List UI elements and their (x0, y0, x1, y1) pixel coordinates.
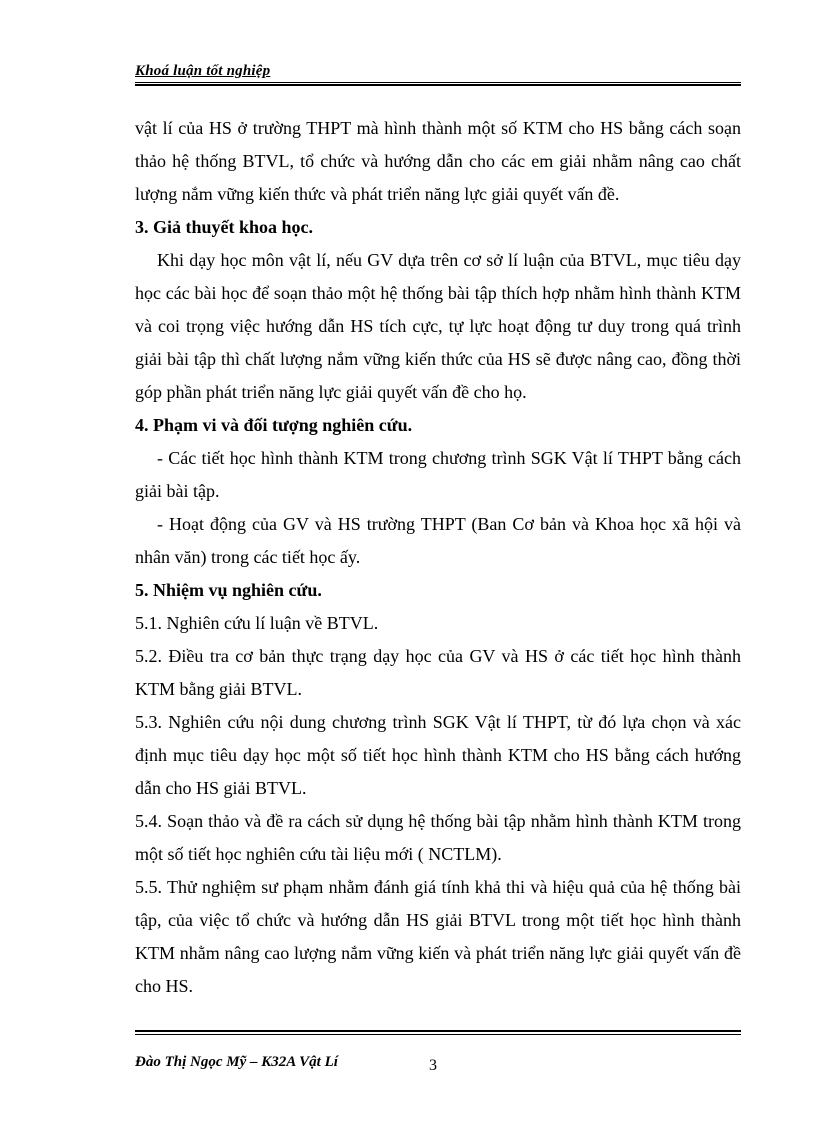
footer-rule (135, 1030, 741, 1035)
section-heading-tasks: 5. Nhiệm vụ nghiên cứu. (135, 580, 322, 600)
document-body (135, 112, 741, 1003)
paragraph-intro-continued: vật lí của HS ở trường THPT mà hình thành một số KTM cho HS bằng cách soạn thảo hệ thống BTVL, tổ chức và hướng dẫn cho các em giải nhằm nâng cao chất lượng nắm vững kiến thức và phát triển năng lực giải quyết vấn đề. (135, 118, 741, 204)
task-item-5-5: 5.5. Thử nghiệm sư phạm nhằm đánh giá tính khả thi và hiệu quả của hệ thống bài tập, của việc tổ chức và hướng dẫn HS giải BTVL trong một tiết học hình thành KTM nhằm nâng cao lượng nắm vững kiến và phát triển năng lực giải quyết vấn đề cho HS. (135, 877, 741, 996)
page-footer (135, 1030, 741, 1074)
task-item-5-1: 5.1. Nghiên cứu lí luận về BTVL. (135, 613, 379, 633)
header-title: Khoá luận tốt nghiệp (135, 63, 271, 79)
page-number: 3 (429, 1057, 437, 1074)
task-item-5-3: 5.3. Nghiên cứu nội dung chương trình SGK Vật lí THPT, từ đó lựa chọn và xác định mục tiêu dạy học một số tiết học hình thành KTM cho HS bằng cách hướng dẫn cho HS giải BTVL. (135, 712, 741, 798)
header-rule (135, 82, 741, 86)
paragraph-hypothesis: Khi dạy học môn vật lí, nếu GV dựa trên cơ sở lí luận của BTVL, mục tiêu dạy học các bài học để soạn thảo một hệ thống bài tập thích hợp nhằm hình thành KTM và coi trọng việc hướng dẫn HS tích cực, tự lực hoạt động tư duy trong quá trình giải bài tập thì chất lượng nắm vững kiến thức của HS sẽ được nâng cao, đồng thời góp phần phát triển năng lực giải quyết vấn đề cho họ. (135, 250, 741, 402)
task-item-5-2: 5.2. Điều tra cơ bản thực trạng dạy học của GV và HS ở các tiết học hình thành KTM bằng giải BTVL. (135, 646, 741, 699)
section-heading-scope: 4. Phạm vi và đối tượng nghiên cứu. (135, 415, 413, 435)
section-heading-hypothesis: 3. Giả thuyết khoa học. (135, 217, 314, 237)
footer-author: Đào Thị Ngọc Mỹ – K32A Vật Lí (135, 1054, 338, 1070)
page-header (135, 62, 741, 80)
task-item-5-4: 5.4. Soạn thảo và đề ra cách sử dụng hệ thống bài tập nhằm hình thành KTM trong một số tiết học nghiên cứu tài liệu mới ( NCTLM). (135, 811, 741, 864)
scope-item-lessons: - Các tiết học hình thành KTM trong chương trình SGK Vật lí THPT bằng cách giải bài tập. (135, 448, 741, 501)
scope-item-activities: - Hoạt động của GV và HS trường THPT (Ban Cơ bản và Khoa học xã hội và nhân văn) trong các tiết học ấy. (135, 514, 741, 567)
